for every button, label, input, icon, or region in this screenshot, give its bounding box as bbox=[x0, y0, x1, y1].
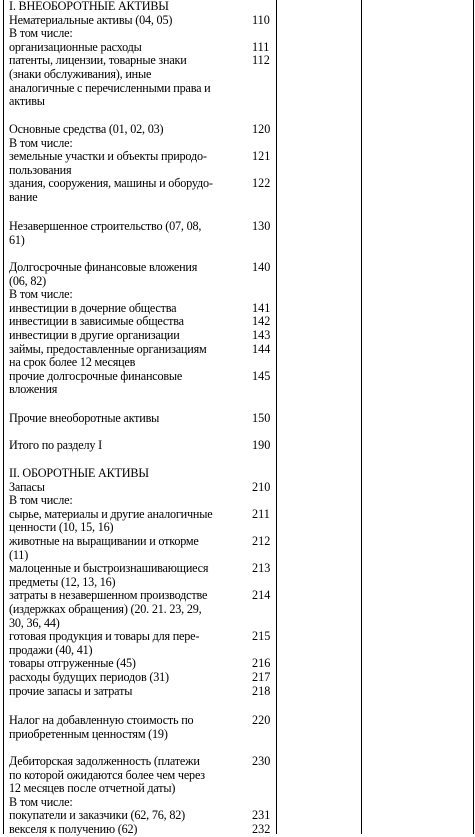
row-code: 140 141 142 143 144 145 bbox=[252, 260, 271, 383]
row-label: Незавершенное строительство (07, 08, 61) bbox=[9, 219, 202, 247]
row-label: II. ОБОРОТНЫЕ АКТИВЫ Запасы В том числе: сырье, материалы и другие аналогичные ценности (10, 15, 16) животные на выращивании и откорме (11) малоценные и быстроизнашивающиеся предметы (12, 13, 16) затраты в незавершенном производстве (издержках обращения) (20. 21. 23, 29, 30, 36, 44) готовая продукция и товары для пере- продажи (40, 41) товары отгруженные (45) расходы будущих периодов (31) прочие запасы и затраты bbox=[9, 466, 213, 698]
row-code: 110 111 112 bbox=[252, 12, 270, 68]
row-label: I. ВНЕОБОРОТНЫЕ АКТИВЫ Нематериальные активы (04, 05) В том числе: организационные расходы патенты, лицензии, товарные знаки (знаки обслуживания), иные аналогичные с перечисленными права и активы bbox=[9, 0, 211, 109]
row-label: Налог на добавленную стоимость по приобретенным ценностям (19) bbox=[9, 713, 194, 741]
row-code: 190 bbox=[252, 438, 271, 452]
row-code: 210 211 212 213 214 215 216 217 218 bbox=[252, 479, 271, 698]
row-label: Дебиторская задолженность (платежи по которой ожидаются более чем через 12 месяцев после отчетной даты) В том числе: покупатели и заказчики (62, 76, 82) векселя к получению (62) bbox=[9, 754, 205, 836]
row-code: 120 121 122 bbox=[252, 122, 271, 191]
row-code: 130 bbox=[252, 219, 271, 233]
table-border-left bbox=[3, 0, 4, 834]
row-code: 230 231 232 bbox=[252, 754, 271, 836]
row-label: Прочие внеоборотные активы bbox=[9, 411, 160, 425]
row-code: 220 bbox=[252, 713, 271, 727]
table-border-right bbox=[473, 0, 474, 834]
column-divider-2 bbox=[361, 0, 362, 834]
row-label: Основные средства (01, 02, 03) В том числе: земельные участки и объекты природо- пользования здания, сооружения, машины и оборудо- вание bbox=[9, 122, 213, 204]
row-label: Итого по разделу I bbox=[9, 438, 102, 452]
row-code: 150 bbox=[252, 411, 271, 425]
row-label: Долгосрочные финансовые вложения (06, 82) В том числе: инвестиции в дочерние общества инвестиции в зависимые общества инвестиции в другие организации займы, предоставленные организациям на срок более 12 месяцев прочие долгосрочные финансовые вложения bbox=[9, 260, 207, 397]
